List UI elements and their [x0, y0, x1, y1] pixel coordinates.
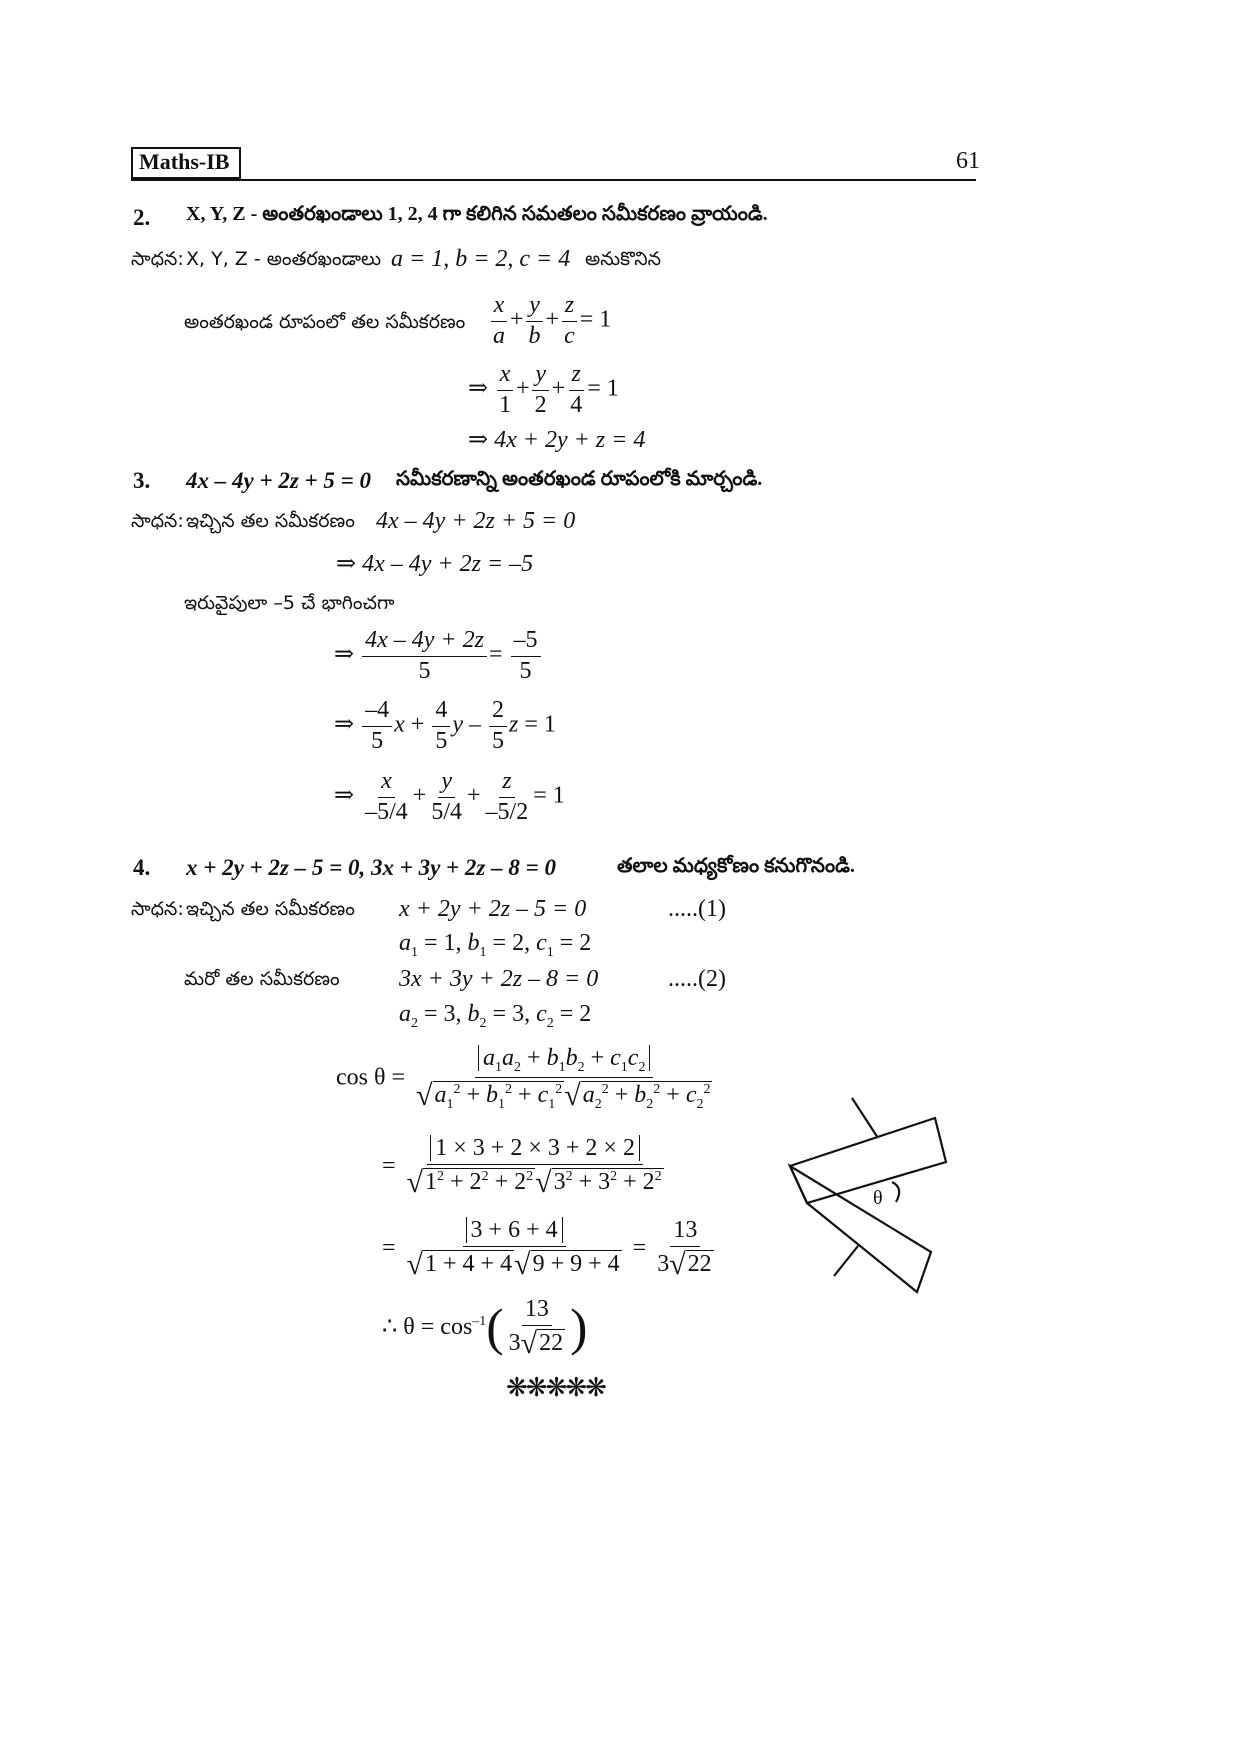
q4-eq2-tag: .....(2) — [668, 966, 726, 992]
q2-intercept-text: అంతరఖండ రూపంలో తల సమీకరణం — [184, 311, 466, 333]
q3-question-eq: 4x – 4y + 2z + 5 = 0 — [186, 468, 371, 493]
q2-sol-label: సాధన: — [131, 248, 184, 270]
q4-eq2: 3x + 3y + 2z – 8 = 0 — [399, 966, 599, 992]
footer-stars: ❋❋❋❋❋ — [506, 1373, 605, 1403]
header-title: Maths-IB — [139, 149, 230, 174]
q3-given-eq: 4x – 4y + 2z + 5 = 0 — [376, 508, 576, 534]
q3-sol-label: సాధన: — [131, 510, 184, 532]
figure-angle-arc — [892, 1182, 899, 1202]
q4-coeff1: $a_1 = 1$, $b_1 = 2$, $c_1 = 2$ — [399, 930, 592, 960]
figure-upper-normal-line — [852, 1098, 878, 1138]
q3-given-text: ఇచ్చిన తల సమీకరణం — [186, 510, 355, 532]
q4-question-eq: x + 2y + 2z – 5 = 0, 3x + 3y + 2z – 8 = 0 — [186, 855, 556, 880]
q3-step2: ⇒ $\frac{4x - 4y + 2z}{5}$ = $\frac{-5}{5}$ — [334, 627, 543, 685]
q4-theta-result: ∴ $\theta = \cos^{-1}$( $\frac{13}{3√22}$ ) — [382, 1296, 588, 1360]
figure-upper-plane — [790, 1118, 946, 1203]
figure-lower-plane — [790, 1166, 931, 1292]
q2-intercept-form: $\frac{x}{a}$ + $\frac{y}{b}$ + $\frac{z}{c}$ = 1 — [488, 292, 611, 350]
q4-eq1: x + 2y + 2z – 5 = 0 — [399, 896, 587, 922]
q2-substituted: ⇒ $\frac{x}{1}$ + $\frac{y}{2}$ + $\frac{z}{4}$ = 1 — [468, 361, 619, 418]
q2-final: ⇒ 4x + 2y + z = 4 — [468, 427, 646, 453]
q4-cos-substituted: = $\frac{1 \times 3 + 2 \times 3 + 2 \times 2}{√1^2 + 2^2 + 2^2√3^2 + 3^2 + 2^2}$ — [382, 1135, 662, 1199]
q2-sol-math: a = 1, b = 2, c = 4 — [391, 246, 571, 272]
header-rule — [131, 179, 976, 181]
figure-lower-normal-line — [834, 1246, 858, 1276]
q4-number: 4. — [133, 855, 151, 880]
q2-sol-suffix: అనుకొనిన — [585, 248, 661, 270]
q4-eq1-tag: .....(1) — [668, 896, 726, 922]
q3-number: 3. — [133, 468, 151, 493]
q4-given-text: ఇచ్చిన తల సమీకరణం — [186, 898, 355, 920]
q2-number: 2. — [133, 205, 151, 230]
q2-question: X, Y, Z - అంతరఖండాలు 1, 2, 4 గా కలిగిన సమతలం సమీకరణం వ్రాయండి. — [186, 203, 768, 225]
q4-sol-label: సాధన: — [131, 898, 184, 920]
q4-result-numerator: 13 — [670, 1217, 700, 1247]
q4-cos-simplified: = $\frac{3 + 6 + 4}{√1 + 4 + 4√9 + 9 + 4}$ = $\frac{13}{3√22}$ — [382, 1217, 712, 1281]
q4-coeff2: $a_2 = 3$, $b_2 = 3$, $c_2 = 2$ — [399, 1001, 592, 1031]
q3-step3: ⇒ $\frac{-4}{5}$ x + $\frac{4}{5}$ y – $\frac{2}{5}$ z = 1 — [334, 697, 556, 754]
page-number: 61 — [956, 148, 980, 174]
q3-divide-text: ఇరువైపులా –5 చే భాగించగా — [184, 592, 395, 614]
q3-question-text: సమీకరణాన్ని అంతరఖండ రూపంలోకి మార్చండి. — [396, 468, 763, 490]
q3-step4: ⇒ $\frac{x}{-5/4}$ + $\frac{y}{5/4}$ + $\frac{z}{-5/2}$ = 1 — [334, 768, 565, 825]
q4-cos-formula: cos θ = $\frac{a_1a_2 + b_1b_2 + c_1c_2}{√a_1^2 + b_1^2 + c_1^2√a_2^2 + b_2^2 + c_2^2}$ — [336, 1045, 711, 1112]
q2-sol-prefix: X, Y, Z - అంతరఖండాలు — [186, 248, 382, 270]
planes-figure — [770, 1080, 970, 1300]
q4-other-text: మరో తల సమీకరణం — [184, 968, 340, 990]
q4-question-text: తలాల మధ్యకోణం కనుగొనండి. — [617, 855, 855, 877]
q3-step1: ⇒ 4x – 4y + 2z = –5 — [336, 551, 534, 577]
figure-theta-label: θ — [873, 1187, 883, 1209]
